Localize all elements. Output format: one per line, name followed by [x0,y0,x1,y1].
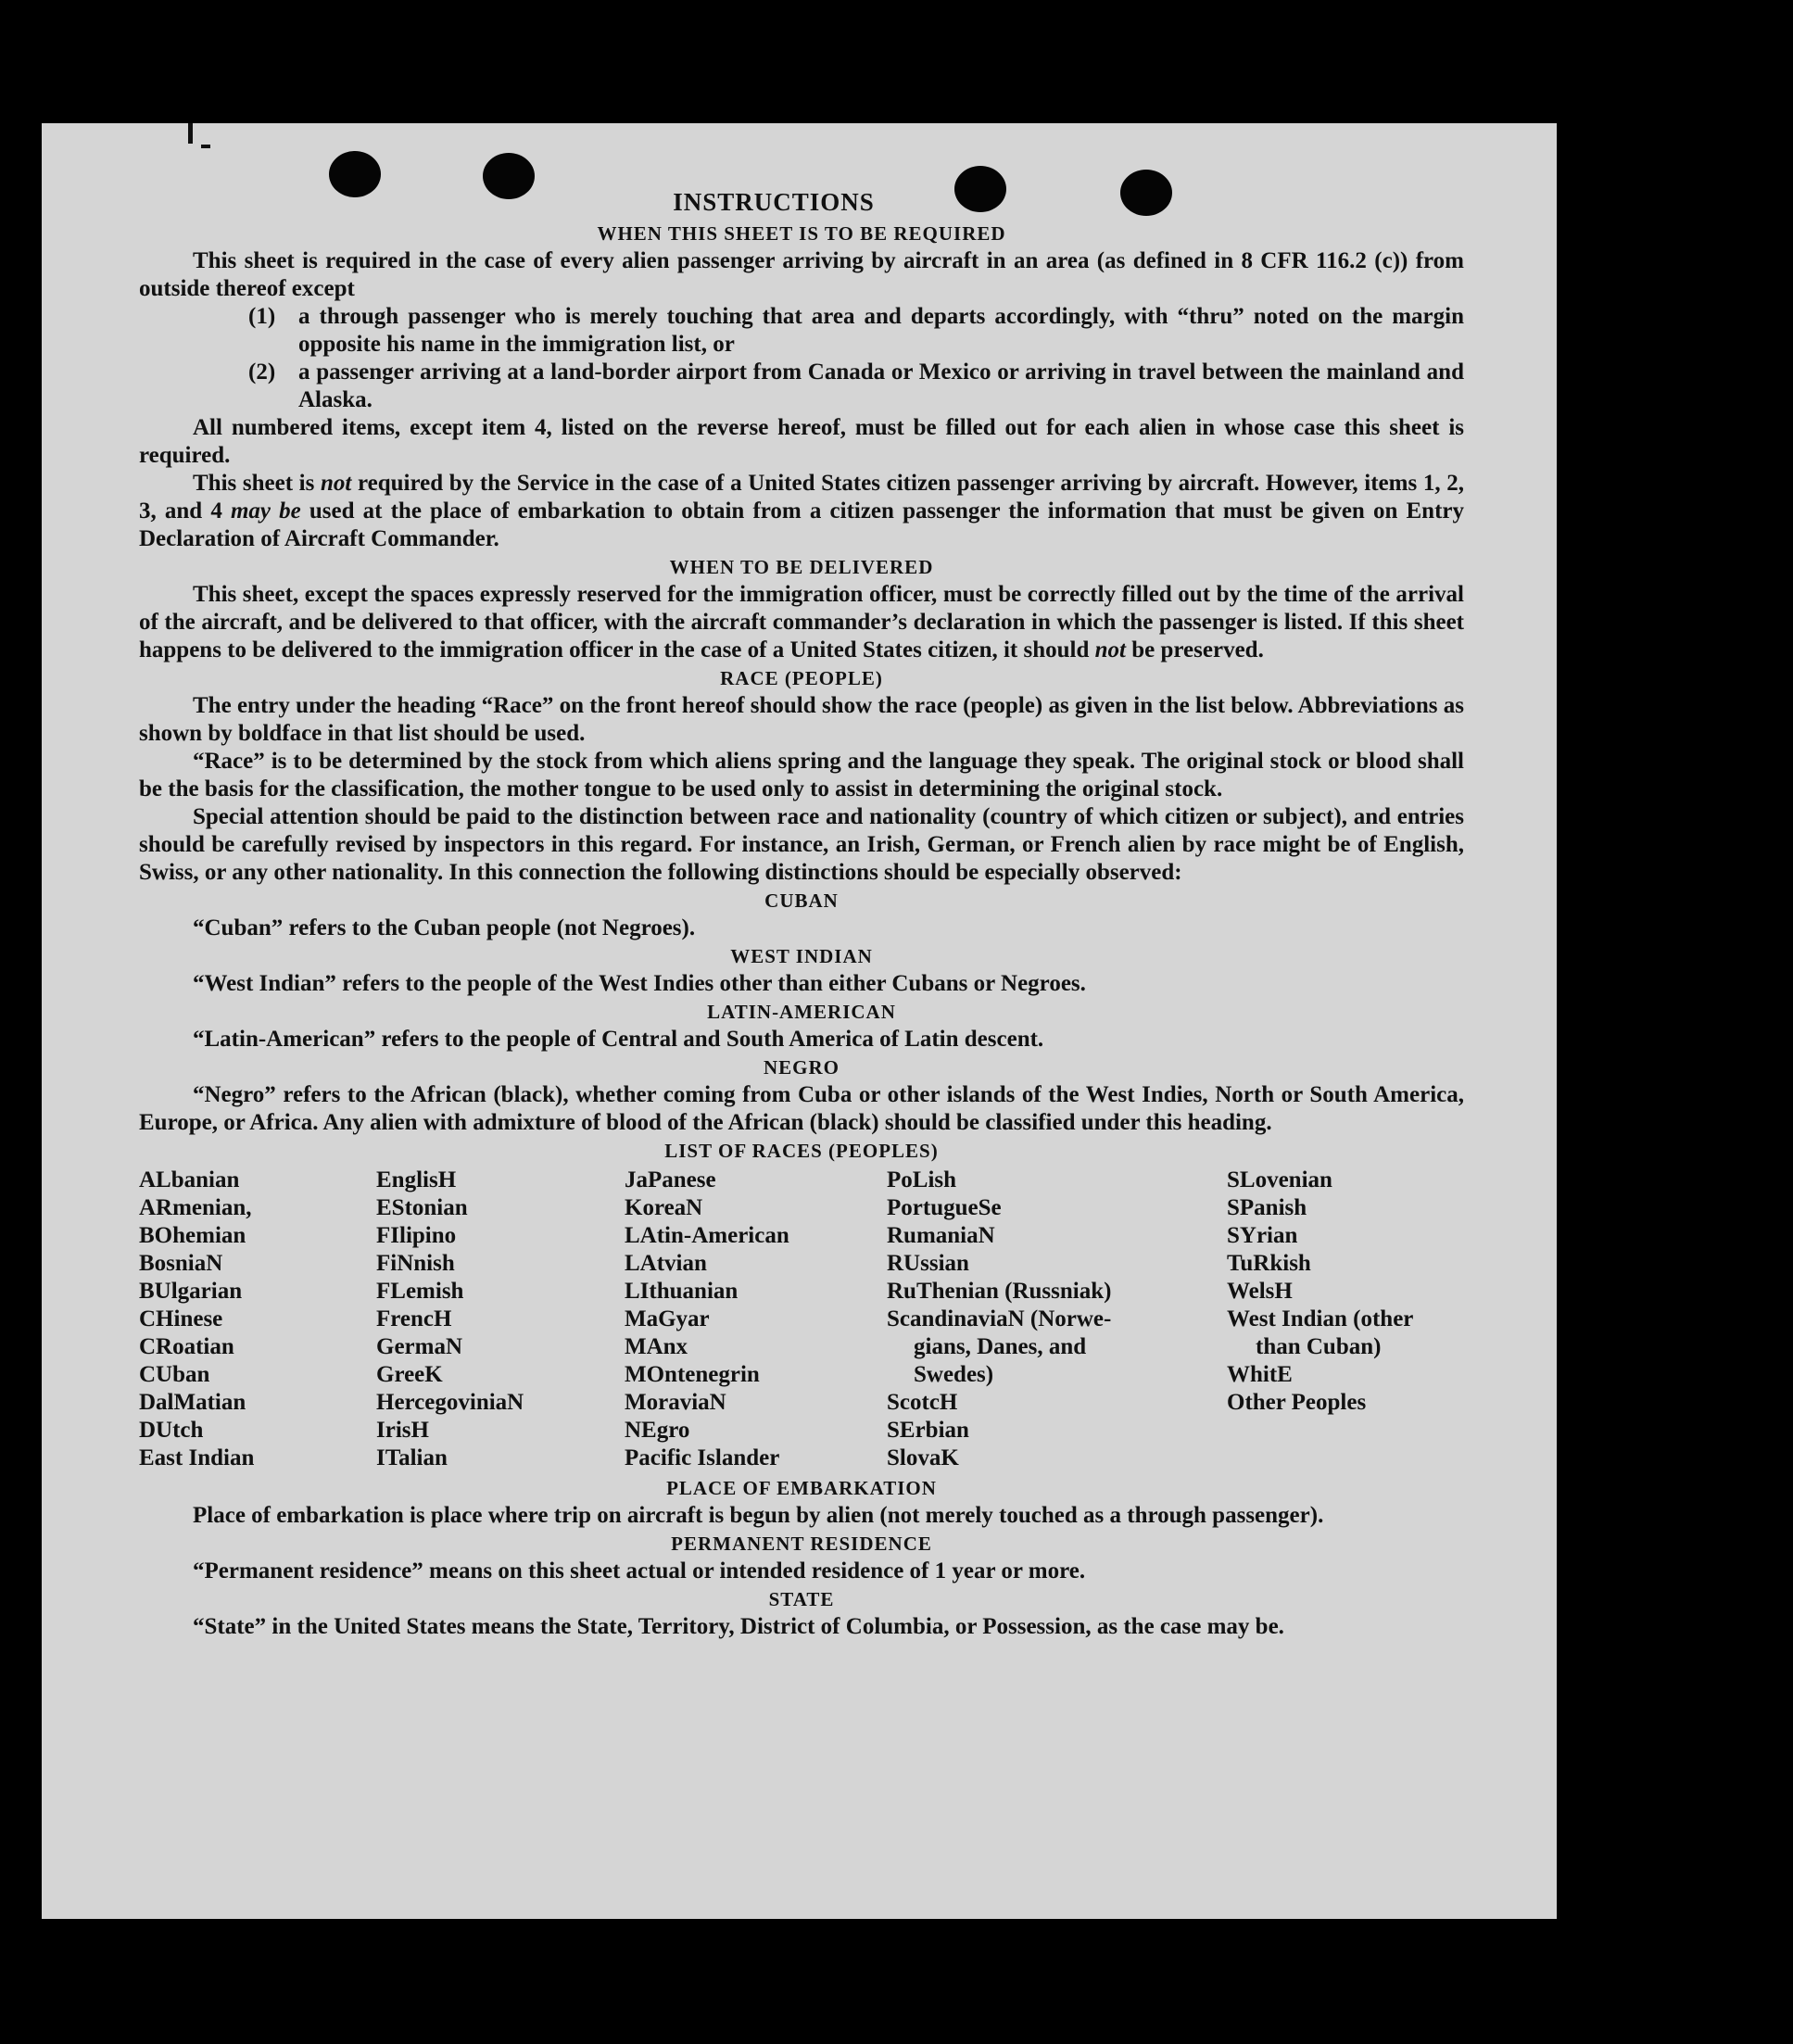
paragraph-latin-american: “Latin-American” refers to the people of Central and South America of Latin descent. [193,1027,1044,1052]
race-entry: FrencH [376,1306,452,1331]
race-entry: BUlgarian [139,1279,243,1304]
heading-cuban: CUBAN [764,890,839,912]
race-column-2 [376,1167,625,1472]
paragraph-race-3: Special attention should be paid to the distinction between race and nationality (country of which citizen or subject), and entries should be carefully revised by inspectors in this regard. For instance, an Irish, German, or French alien by race might be of English, Swiss, or any other nationality. In this connection the following distinctions should be especially observed: [139,804,1464,885]
race-entry: SlovaK [887,1445,959,1470]
instruction-sheet [42,123,1557,1919]
paragraph-delivered: This sheet, except the spaces expressly reserved for the immigration officer, must be correctly filled out by the time of the arrival of the aircraft, and be delivered to that officer, with the aircraft commander’s declaration in which the passenger is listed. If this sheet happens to be delivered to the immigration officer in the case of a United States citizen, it should not be preserved. [139,582,1464,662]
race-entry: KoreaN [625,1195,703,1220]
race-entry: ITalian [376,1445,448,1470]
ink-mark [188,123,193,144]
race-entry: SPanish [1227,1195,1307,1220]
race-entry: BosniaN [139,1251,223,1276]
race-column-3 [625,1167,887,1472]
race-entry: FIlipino [376,1223,457,1248]
race-entry-continued: Swedes) [914,1362,994,1387]
race-entry: SYrian [1227,1223,1298,1248]
race-entry: CHinese [139,1306,223,1331]
heading-latin-american: LATIN-AMERICAN [707,1001,896,1023]
race-entry: MoraviaN [625,1390,726,1415]
race-entry-continued: than Cuban) [1256,1334,1382,1359]
race-entry: RUssian [887,1251,969,1276]
exception-item [139,303,1464,359]
item-number: (1) [248,304,276,329]
race-entry: MOntenegrin [625,1362,760,1387]
exception-item [139,359,1464,414]
race-entry: West Indian (other [1227,1306,1414,1331]
race-entry: East Indian [139,1445,255,1470]
race-entry: Other Peoples [1227,1390,1367,1415]
item-number: (2) [248,360,276,385]
race-entry: TuRkish [1227,1251,1311,1276]
race-entry: WelsH [1227,1279,1293,1304]
race-entry: ALbanian [139,1167,240,1192]
race-entry: MaGyar [625,1306,710,1331]
race-entry: CRoatian [139,1334,234,1359]
paragraph-residence: “Permanent residence” means on this sheet actual or intended residence of 1 year or more. [193,1558,1086,1583]
race-entry: LAtvian [625,1251,707,1276]
document-body [139,188,1464,1641]
race-entry: RuThenian (Russniak) [887,1279,1112,1304]
race-entry: PoLish [887,1167,957,1192]
paragraph-numbered-items: All numbered items, except item 4, listed on the reverse hereof, must be filled out for each alien in whose case this sheet is required. [139,415,1464,468]
race-entry: CUban [139,1362,210,1387]
race-entry: ScotcH [887,1390,958,1415]
race-entry: LAtin-American [625,1223,789,1248]
paragraph-west-indian: “West Indian” refers to the people of the West Indies other than either Cubans or Negroes. [193,971,1086,996]
race-list [139,1167,1464,1472]
paragraph-race-1: The entry under the heading “Race” on the front hereof should show the race (people) as given in the list below. Abbreviations as shown by boldface in that list should be used. [139,693,1464,746]
race-entry: MAnx [625,1334,688,1359]
race-entry: HercegoviniaN [376,1390,524,1415]
race-entry: SLovenian [1227,1167,1332,1192]
race-entry: IrisH [376,1418,429,1443]
heading-list-of-races: LIST OF RACES (PEOPLES) [664,1140,939,1162]
race-entry: EStonian [376,1195,468,1220]
race-entry: RumaniaN [887,1223,995,1248]
paragraph-embarkation: Place of embarkation is place where trip on aircraft is begun by alien (not merely touched as a through passenger). [193,1503,1324,1528]
paragraph-negro: “Negro” refers to the African (black), whether coming from Cuba or other islands of the West Indies, North or South America, Europe, or Africa. Any alien with admixture of blood of the African (black) should be classified under this heading. [139,1082,1464,1135]
heading-permanent-residence: PERMANENT RESIDENCE [671,1533,932,1555]
paragraph-state: “State” in the United States means the State, Territory, District of Columbia, or Possession, as the case may be. [193,1614,1284,1639]
heading-negro: NEGRO [763,1056,840,1079]
race-entry-continued: gians, Danes, and [914,1334,1087,1359]
race-entry: PortugueSe [887,1195,1002,1220]
race-entry: GermaN [376,1334,463,1359]
race-entry: LIthuanian [625,1279,739,1304]
heading-state: STATE [768,1588,835,1610]
heading-west-indian: WEST INDIAN [730,945,873,967]
heading-when-required: WHEN THIS SHEET IS TO BE REQUIRED [597,222,1006,245]
race-entry: FLemish [376,1279,464,1304]
race-entry: GreeK [376,1362,443,1387]
paragraph-citizen: This sheet is not required by the Service in the case of a United States citizen passenger arriving by aircraft. However, items 1, 2, 3, and 4 may be used at the place of embarkation to obtain from a citizen passenger the information that must be given on Entry Declaration of Aircraft Commander. [139,471,1464,551]
race-entry: NEgro [625,1418,690,1443]
paragraph-required-intro: This sheet is required in the case of every alien passenger arriving by aircraft in an area (as defined in 8 CFR 116.2 (c)) from outside thereof except [139,248,1464,301]
race-column-4 [887,1167,1227,1472]
paragraph-race-2: “Race” is to be determined by the stock from which aliens spring and the language they speak. The original stock or blood shall be the basis for the classification, the mother tongue to be used only to assist in determining the original stock. [139,749,1464,801]
item-text: a passenger arriving at a land-border airport from Canada or Mexico or arriving in travel between the mainland and Alaska. [298,360,1464,412]
heading-race: RACE (PEOPLE) [720,667,883,689]
race-entry: JaPanese [625,1167,716,1192]
race-entry: SErbian [887,1418,969,1443]
paragraph-cuban: “Cuban” refers to the Cuban people (not Negroes). [193,915,696,940]
race-entry: DUtch [139,1418,204,1443]
race-column-1 [139,1167,376,1472]
ink-mark [201,145,210,148]
race-entry: ARmenian, [139,1195,252,1220]
race-entry: DalMatian [139,1390,246,1415]
document-title: INSTRUCTIONS [673,188,875,216]
heading-place-of-embarkation: PLACE OF EMBARKATION [666,1477,937,1499]
race-entry: FiNnish [376,1251,455,1276]
race-entry: Pacific Islander [625,1445,780,1470]
item-text: a through passenger who is merely touching that area and departs accordingly, with “thru” noted on the margin opposite his name in the immigration list, or [298,304,1464,357]
race-entry: WhitE [1227,1362,1293,1387]
race-column-5 [1227,1167,1464,1472]
race-entry: EnglisH [376,1167,457,1192]
race-entry: BOhemian [139,1223,246,1248]
race-entry: ScandinaviaN (Norwe- [887,1306,1112,1331]
heading-when-delivered: WHEN TO BE DELIVERED [669,556,934,578]
